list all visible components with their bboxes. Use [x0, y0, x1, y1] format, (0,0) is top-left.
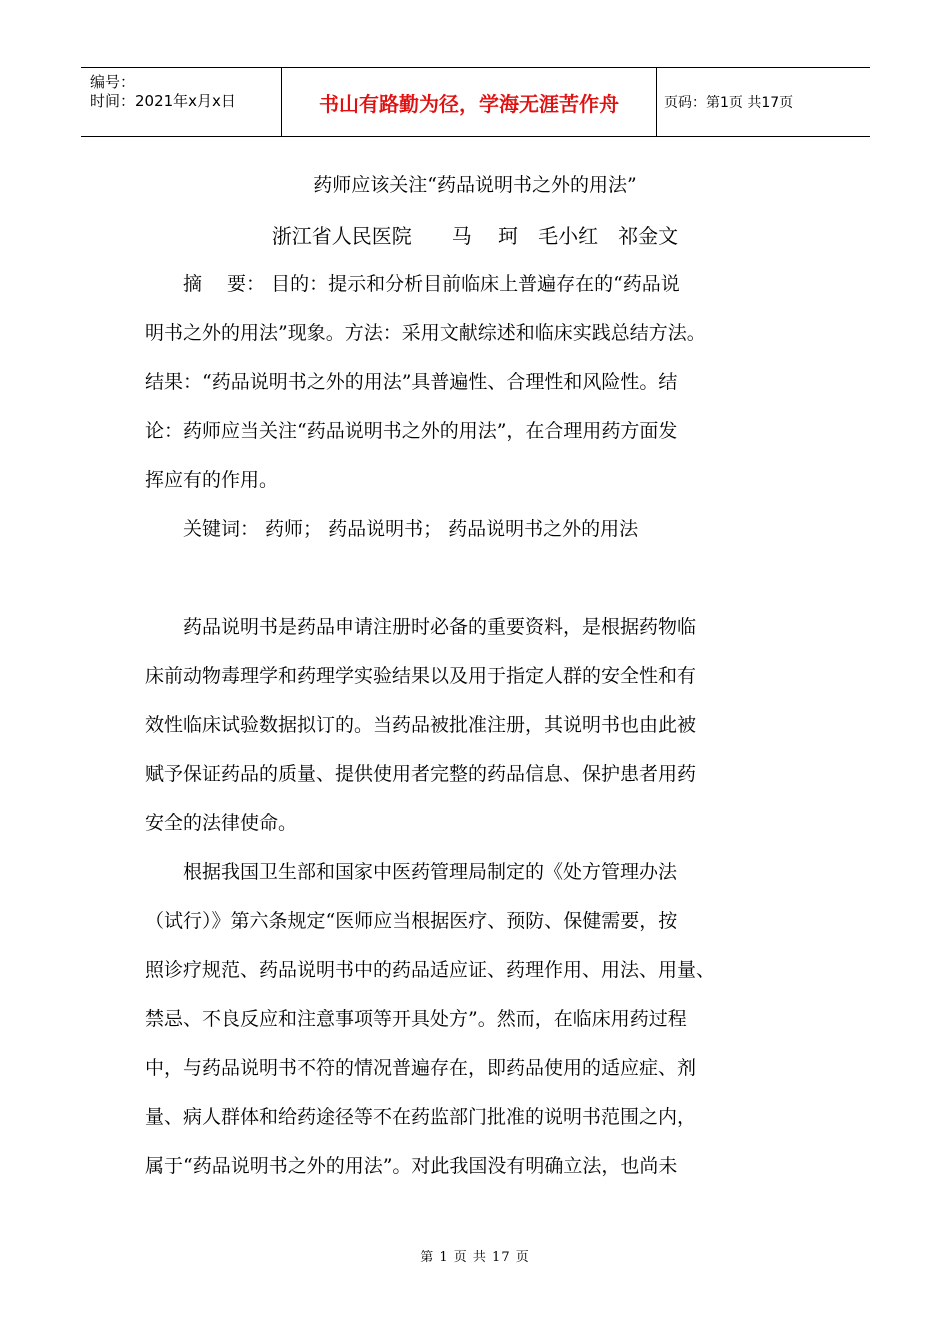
- body-line: 结果：“药品说明书之外的用法”具普遍性、合理性和风险性。结: [145, 371, 678, 393]
- body-line: 药品说明书是药品申请注册时必备的重要资料，是根据药物临: [145, 616, 697, 638]
- article-body: [145, 260, 825, 1191]
- body-line: 床前动物毒理学和药理学实验结果以及用于指定人群的安全性和有: [145, 665, 697, 687]
- body-line: 摘 要： 目的：提示和分析目前临床上普遍存在的“药品说: [145, 273, 680, 295]
- header-info-cell: [81, 68, 282, 136]
- body-line: 明书之外的用法”现象。方法：采用文献综述和临床实践总结方法。: [145, 322, 706, 344]
- page-footer: 第 1 页 共 17 页: [420, 1250, 530, 1265]
- document-date-label: 时间：2021年x月x日: [90, 92, 236, 110]
- body-line: [145, 554, 825, 603]
- body-line: 根据我国卫生部和国家中医药管理局制定的《处方管理办法: [145, 861, 678, 883]
- body-line: 属于“药品说明书之外的用法”。对此我国没有明确立法，也尚未: [145, 1155, 678, 1177]
- body-line: 效性临床试验数据拟订的。当药品被批准注册，其说明书也由此被: [145, 714, 697, 736]
- header-page-label: 页码：第1页 共17页: [664, 95, 794, 111]
- body-line: 禁忌、不良反应和注意事项等开具处方”。然而，在临床用药过程: [145, 1008, 687, 1030]
- body-line: 照诊疗规范、药品说明书中的药品适应证、药理作用、用法、用量、: [145, 959, 716, 981]
- body-line: （试行）》第六条规定“医师应当根据医疗、预防、保健需要，按: [145, 910, 678, 932]
- document-header: [81, 67, 870, 137]
- article-authors: 浙江省人民医院 马 珂 毛小红 祁金文: [271, 224, 679, 248]
- article-title: 药师应该关注“药品说明书之外的用法”: [313, 174, 637, 196]
- body-line: 量、病人群体和给药途径等不在药监部门批准的说明书范围之内，: [145, 1106, 697, 1128]
- header-motto: 书山有路勤为径，学海无涯苦作舟: [282, 68, 657, 136]
- body-line: 赋予保证药品的质量、提供使用者完整的药品信息、保护患者用药: [145, 763, 697, 785]
- document-number-label: 编号：: [90, 73, 136, 91]
- body-line: 论：药师应当关注“药品说明书之外的用法”，在合理用药方面发: [145, 420, 678, 442]
- body-line: 关键词： 药师； 药品说明书； 药品说明书之外的用法: [145, 518, 639, 540]
- body-line: 中，与药品说明书不符的情况普遍存在，即药品使用的适应症、剂: [145, 1057, 697, 1079]
- body-line: 挥应有的作用。: [145, 469, 279, 491]
- body-line: 安全的法律使命。: [145, 812, 298, 834]
